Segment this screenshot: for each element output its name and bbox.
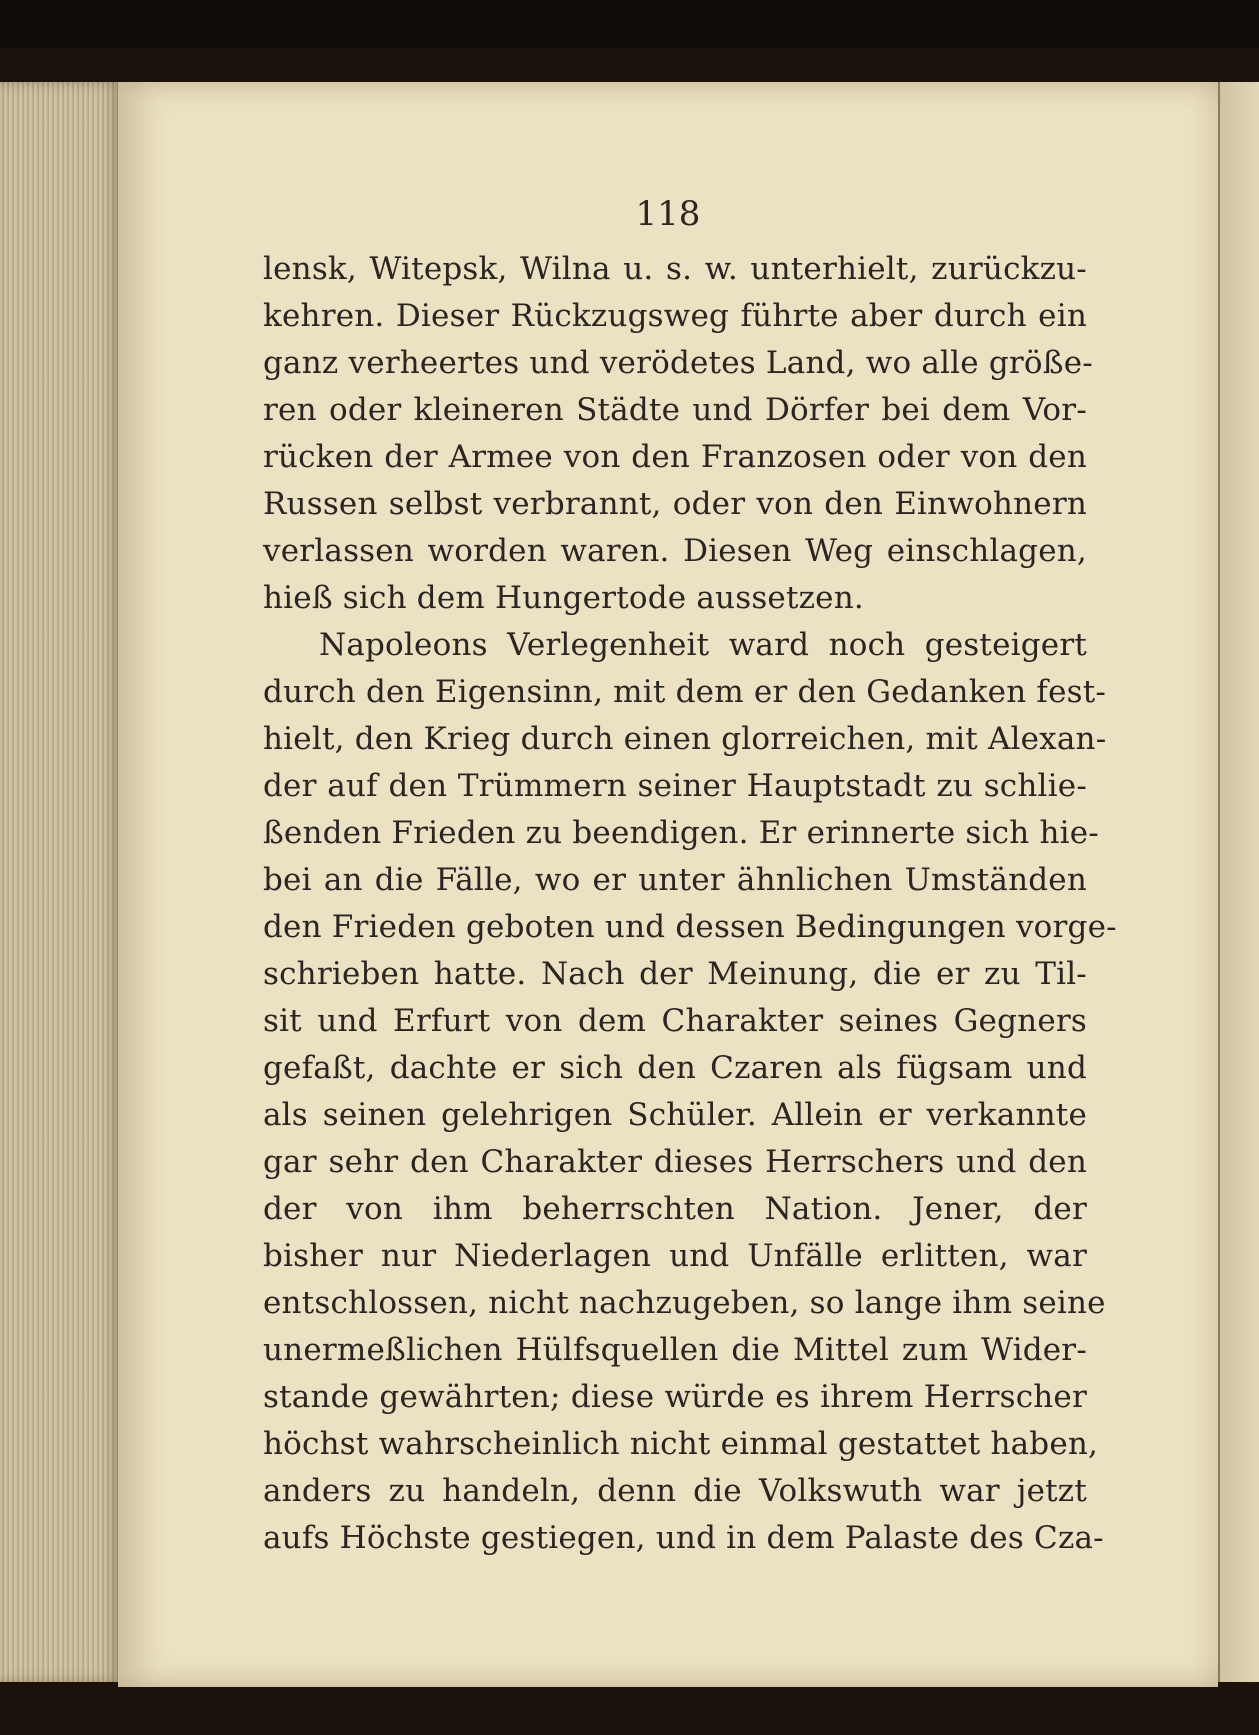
- text-line: der auf den Trümmern seiner Hauptstadt zu schlie-: [263, 768, 1087, 804]
- text-line: aufs Höchste gestiegen, und in dem Palaste des Cza-: [263, 1520, 1104, 1556]
- text-line: stande gewährten; diese würde es ihrem Herrscher: [263, 1379, 1087, 1415]
- facing-page-edge: [1218, 82, 1259, 1682]
- text-line: bei an die Fälle, wo er unter ähnlichen Umständen: [263, 862, 1087, 898]
- text-line-paragraph-start: Napoleons Verlegenheit ward noch gesteigert: [319, 627, 1087, 663]
- text-line: lensk, Witepsk, Wilna u. s. w. unterhielt, zurückzu-: [263, 251, 1087, 287]
- text-line: verlassen worden waren. Diesen Weg einschlagen,: [263, 533, 1087, 569]
- text-line: bisher nur Niederlagen und Unfälle erlitten, war: [263, 1238, 1087, 1274]
- text-line: rücken der Armee von den Franzosen oder von den: [263, 439, 1087, 475]
- text-line: gefaßt, dachte er sich den Czaren als fügsam und: [263, 1050, 1087, 1086]
- text-line: Russen selbst verbrannt, oder von den Einwohnern: [263, 486, 1087, 522]
- page-stack-edges: [0, 82, 122, 1682]
- text-line: sit und Erfurt von dem Charakter seines Gegners: [263, 1003, 1087, 1039]
- text-line: ren oder kleineren Städte und Dörfer bei dem Vor-: [263, 392, 1087, 428]
- text-line: unermeßlichen Hülfsquellen die Mittel zum Wider-: [263, 1332, 1087, 1368]
- text-line-paragraph-end: hieß sich dem Hungertode aussetzen.: [263, 580, 864, 616]
- body-text: [263, 246, 1117, 1562]
- text-line: hielt, den Krieg durch einen glorreichen, mit Alexan-: [263, 721, 1107, 757]
- text-line: entschlossen, nicht nachzugeben, so lange ihm seine: [263, 1285, 1106, 1321]
- text-line: den Frieden geboten und dessen Bedingungen vorge-: [263, 909, 1117, 945]
- text-line: schrieben hatte. Nach der Meinung, die er zu Til-: [263, 956, 1087, 992]
- text-line: ganz verheertes und verödetes Land, wo alle größe-: [263, 345, 1093, 381]
- text-line: durch den Eigensinn, mit dem er den Gedanken fest-: [263, 674, 1107, 710]
- page-number: 118: [635, 194, 701, 234]
- text-line: der von ihm beherrschten Nation. Jener, der: [263, 1191, 1087, 1227]
- text-line: höchst wahrscheinlich nicht einmal gestattet haben,: [263, 1426, 1099, 1462]
- text-line: anders zu handeln, denn die Volkswuth war jetzt: [263, 1473, 1087, 1509]
- text-line: als seinen gelehrigen Schüler. Allein er verkannte: [263, 1097, 1087, 1133]
- text-line: kehren. Dieser Rückzugsweg führte aber durch ein: [263, 298, 1087, 334]
- book-page: [118, 82, 1218, 1687]
- text-line: ßenden Frieden zu beendigen. Er erinnerte sich hie-: [263, 815, 1099, 851]
- text-line: gar sehr den Charakter dieses Herrschers und den: [263, 1144, 1087, 1180]
